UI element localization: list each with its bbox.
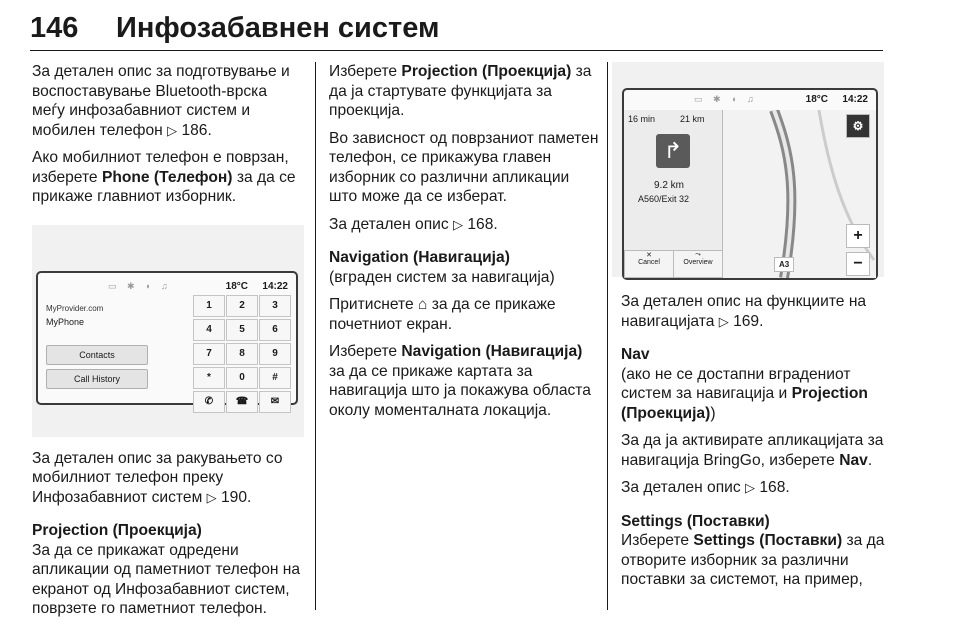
page-ref-icon: ▷ (167, 122, 178, 138)
paragraph: (ако не се достапни вградениот систем за навигација и Projection (Проекција)) (621, 365, 868, 422)
overview-button[interactable]: ⤳ Overview (673, 250, 723, 278)
phone-name: MyPhone (46, 316, 85, 327)
next-maneuver-distance: 9.2 km (654, 180, 685, 191)
page-ref-icon: ▷ (206, 489, 217, 505)
key-hash[interactable]: # (259, 367, 291, 389)
zoom-out-button[interactable]: − (846, 252, 870, 276)
clock: 14:22 (842, 94, 868, 105)
paragraph: За да се прикажат одредени апликации од паметниот телефон на екранот од Инфозабавниот систем, поврзете го паметниот телефон. (32, 541, 301, 617)
key-8[interactable]: 8 (226, 343, 258, 365)
call-history-button[interactable]: Call History (46, 369, 148, 389)
page-ref-icon: ▷ (745, 480, 755, 495)
turn-arrow-icon: ↱ (656, 134, 690, 168)
contacts-button[interactable]: Contacts (46, 345, 148, 365)
paragraph: За детален опис на функциите на навигацијата ▷ 169. (621, 293, 867, 330)
voicemail-icon[interactable]: ✉ (259, 391, 291, 413)
header-rule (30, 50, 883, 51)
paragraph: Ако мобилниот телефон е поврзан, изберете Phone (Телефон) за да се прикаже главниот изборник. (32, 149, 296, 205)
column-rule-2 (607, 62, 608, 610)
call-icon[interactable]: ✆ (193, 391, 225, 413)
paragraph: За детален опис за подготвувањe и воспоставување Bluetooth-врска меѓу инфозабавниот систем и мобилен телефон ▷ 186. (32, 63, 290, 139)
column-1 (32, 62, 304, 627)
paragraph: За да ја активирате апликацијата за навигација BringGo, изберете Nav. (621, 432, 884, 469)
key-4[interactable]: 4 (193, 319, 225, 341)
navigation-map-screen (622, 88, 878, 280)
paragraph: (вграден систем за навигација) (329, 268, 555, 286)
phone-main-menu-screen (36, 271, 298, 405)
running-title: Инфозабавнен систем (116, 12, 440, 44)
paragraph: Притиснете ⌂ за да се прикаже почетниот екран. (329, 296, 556, 333)
navigation-screen-figure (612, 62, 884, 277)
key-7[interactable]: 7 (193, 343, 225, 365)
page-ref-icon: ▷ (453, 216, 463, 232)
section-heading: Navigation (Навигација) (329, 249, 510, 266)
road-label: A3 (774, 257, 794, 272)
temperature: 18°C (225, 280, 248, 292)
section-heading: Nav (621, 346, 650, 363)
phone-screen-figure (32, 225, 304, 437)
paragraph: Изберете Navigation (Навигација) за да се прикаже картата за навигација што ја покажува областа околу моменталната локација. (329, 343, 591, 419)
status-bar (38, 273, 296, 293)
status-bar (624, 90, 876, 110)
cancel-button[interactable]: ✕ Cancel (624, 250, 674, 278)
paragraph: За детален опис ▷ 168. (329, 215, 498, 233)
provider-name: MyProvider.com (46, 303, 104, 313)
paragraph: Изберете Projection (Проекција) за да ја стартувате функцијата за проекција. (329, 63, 592, 119)
key-star[interactable]: * (193, 367, 225, 389)
paragraph: Изберете Settings (Поставки) за да отворите изборник за различни поставки за системот, на пример, (621, 532, 885, 588)
section-heading: Projection (Проекција) (32, 522, 202, 539)
exit-label: A560/Exit 32 (638, 194, 690, 204)
trip-time: 16 min (628, 114, 656, 124)
clock: 14:22 (262, 280, 288, 292)
zoom-in-button[interactable]: + (846, 224, 870, 248)
hang-up-icon[interactable]: ☎ (226, 391, 258, 413)
key-9[interactable]: 9 (259, 343, 291, 365)
column-2 (329, 62, 601, 428)
paragraph: Во зависност од поврзаниот паметен телефон, се прикажува главен изборник со различни апликации што може да се изберат. (329, 129, 599, 205)
settings-gear-icon[interactable]: ⚙ (846, 114, 870, 138)
page-ref-icon: ▷ (718, 313, 729, 329)
temperature: 18°C (805, 94, 828, 105)
column-3 (621, 292, 891, 598)
trip-distance: 21 km (680, 114, 705, 124)
page-number: 146 (30, 12, 79, 44)
home-icon: ⌂ (418, 296, 428, 313)
key-3[interactable]: 3 (259, 295, 291, 317)
status-icons: ▭ ✱ ◖ ♫ (694, 94, 758, 104)
key-2[interactable]: 2 (226, 295, 258, 317)
key-1[interactable]: 1 (193, 295, 225, 317)
section-heading: Settings (Поставки) (621, 512, 770, 530)
key-0[interactable]: 0 (226, 367, 258, 389)
paragraph: За детален опис за ракувањето со мобилниот телефон преку Инфозабавниот систем ▷ 190. (32, 449, 283, 506)
key-5[interactable]: 5 (226, 319, 258, 341)
guidance-panel (624, 110, 723, 278)
column-rule-1 (315, 62, 316, 610)
key-6[interactable]: 6 (259, 319, 291, 341)
status-icons: ▭ ✱ ◖ ♫ (108, 280, 172, 291)
paragraph: За детален опис ▷ 168. (621, 479, 790, 496)
